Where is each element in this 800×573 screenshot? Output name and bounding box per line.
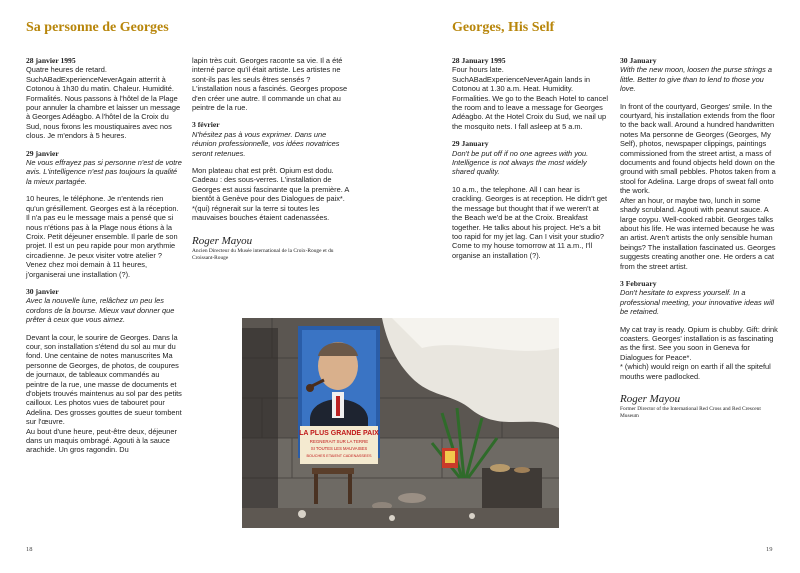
date-heading: 3 February <box>620 278 657 288</box>
paragraph: After an hour, or maybe two, lunch in some shady scrubland. Agouti with peanut sauce. A large coypu. Well-cooked rabbit. Georges talks about his life. He was interned because he was an artist. Aren't artists the only sensible human beings? The installation fascinated us. Georges suggests creating another one. He orders a cat from the street artist. <box>620 195 776 271</box>
date-heading: 29 January <box>452 139 489 149</box>
signature-role: Former Director of the International Red Cross and Red Crescent Museum <box>620 406 761 420</box>
paragraph: In front of the courtyard, Georges' smile. In the courtyard, his installation extends from the floor to the back wall. Around a hundred handwritten notes Ma personne de Georges (Georges, My Self), photos, newspaper clippings, paintings commissioned from the street artist, a mass of documents and found objects held down on the ground with small pebbles. Photos taken from a stool for Adelina. Large drops of sweat fall onto the work. <box>620 101 776 196</box>
paragraph: Mon plateau chat est prêt. Opium est dodu. Cadeau : des sous-verres. L'installation de Georges est aussi fascinante que la première. A bientôt à Genève pour des Dialogues de paix*. <box>192 166 349 204</box>
poster-line: REGNERAIT SUR LA TERRE <box>309 439 369 444</box>
footnote: * (which) would reign on earth if all the spiteful mouths were padlocked. <box>620 362 771 381</box>
date-heading: 30 January <box>620 56 657 65</box>
installation-photo <box>242 318 559 528</box>
signature-role: Ancien Directeur du Musée international de la Croix-Rouge et du Croissant-Rouge <box>192 247 334 261</box>
horoscope-text: Avec la nouvelle lune, relâchez un peu les cordons de la bourse. Mieux vaut donner que prêter à ceux que vous aimez. <box>26 296 175 325</box>
left-page-title: Sa personne de Georges <box>26 20 169 35</box>
paragraph: 10 heures, le téléphone. Je n'entends rien qu'un grésillement. Georges est à la réception. Il n'a pas eu le message mais a pensé que si nous n'étions pas à la Plage nous étions à la Croix. Petit déjeuner ensemble. Il parle de son projet. Il est un peu rapide pour mon arythmie circadienne. Je peux visiter votre atelier ? Venez chez moi demain à 11 heures, j'organiserai une installation (?). <box>26 194 179 279</box>
left-column-1 <box>26 56 182 463</box>
horoscope-text: Don't be put off if no one agrees with you. Intelligence is not always the most widely shared quality. <box>452 148 589 177</box>
paragraph: 10 a.m., the telephone. All I can hear is crackling. Georges is at reception. He didn't get the message but thought that if we weren't at the Beach we'd be at the Croix. Breakfast together. He talks about his project. He's a bit too rapid for my jet lag. Can I visit your studio? Come to my house tomorrow at 11 a.m., I'll organise an installation (?). <box>452 184 608 260</box>
paragraph: My cat tray is ready. Opium is chubby. Gift: drink coasters. Georges' installation is as fascinating as the first. See you soon in Geneva for Dialogues for Peace*. <box>620 324 778 362</box>
page-number-left: 18 <box>26 546 33 553</box>
signature-name: Roger Mayou <box>192 234 253 247</box>
paragraph: Devant la cour, le sourire de Georges. Dans la cour, son installation s'étend du sol au mur du fond. Une centaine de notes manuscrites Ma personne de Georges, de photos, de coupures de journaux, de tableaux commandés au peintre de la rue, une masse de documents et d'objets trouvés maintenus au sol par des petits cailloux. Les photos vues de tabouret pour Adelina. Des grosses gouttes de sueur tombent sur l'œuvre. <box>26 332 182 427</box>
paragraph: Four hours late. SuchABadExperienceNeverAgain lands in Cotonou at 1.30 a.m. Heat. Humidity. Formalities. We go to the Beach Hotel to cancel the room and to leave a message for Georges Adéagbo. At the Hotel Croix du Sud, we nail up the mosquito nets. I fall asleep at 5 a.m. <box>452 65 608 131</box>
date-heading: 30 janvier <box>26 286 59 296</box>
photo-illustration <box>242 318 559 528</box>
paragraph: Au bout d'une heure, peut-être deux, déjeuner dans un maquis ombragé. Agouti à la sauce arachide. Un gros ragondin. Du <box>26 426 177 455</box>
poster-line: SI TOUTES LES MAUVAISES <box>310 446 368 451</box>
poster-line: BOUCHES ETAIENT CADENASSEES <box>306 454 372 458</box>
paragraph: lapin très cuit. Georges raconte sa vie. Il a été interné parce qu'il était artiste. Les artistes ne sont-ils pas les seuls êtres sensés ? L'installation nous a fascinés. Georges propose d'en créer une autre. Il commande un chat au peintre de la rue. <box>192 56 348 113</box>
date-heading: 28 January 1995 <box>452 56 506 65</box>
horoscope-text: N'hésitez pas à vous exprimer. Dans une réunion professionnelle, vos idées novatrices seront retenues. <box>192 129 340 158</box>
right-column-1 <box>452 56 610 268</box>
footnote: *(qui) régnerait sur la terre si toutes les mauvaises bouches étaient cadenassées. <box>192 203 330 223</box>
paragraph: Quatre heures de retard. SuchABadExperienceNeverAgain atterrit à Cotonou à 1h30 du matin. Chaleur. Humidité. Formalités. Nous passons à l'hôtel de la Plage pour annuler la chambre et laisser un message à Georges Adéagbo. A l'hôtel de la Croix du Sud, nous fixons les moustiquaires avec nos clous. Je m'endors à 5 heures. <box>26 65 181 141</box>
date-heading: 29 janvier <box>26 148 59 158</box>
horoscope-text: Don't hesitate to express yourself. In a professional meeting, your innovative ideas will be retained. <box>620 288 775 317</box>
left-column-2 <box>192 56 350 262</box>
right-column-2 <box>620 56 780 420</box>
signature-name: Roger Mayou <box>620 393 681 405</box>
date-heading: 3 février <box>192 120 220 130</box>
horoscope-text: With the new moon, loosen the purse strings a little. Better to give than to lend to those you love. <box>620 65 772 94</box>
date-heading: 28 janvier 1995 <box>26 56 76 65</box>
page-number-right: 19 <box>766 546 773 553</box>
horoscope-text: Ne vous effrayez pas si personne n'est de votre avis. L'intelligence n'est pas toujours la qualité la mieux partagée. <box>26 158 182 186</box>
poster-headline: LA PLUS GRANDE PAIX <box>299 430 379 437</box>
right-page-title: Georges, His Self <box>452 20 555 35</box>
